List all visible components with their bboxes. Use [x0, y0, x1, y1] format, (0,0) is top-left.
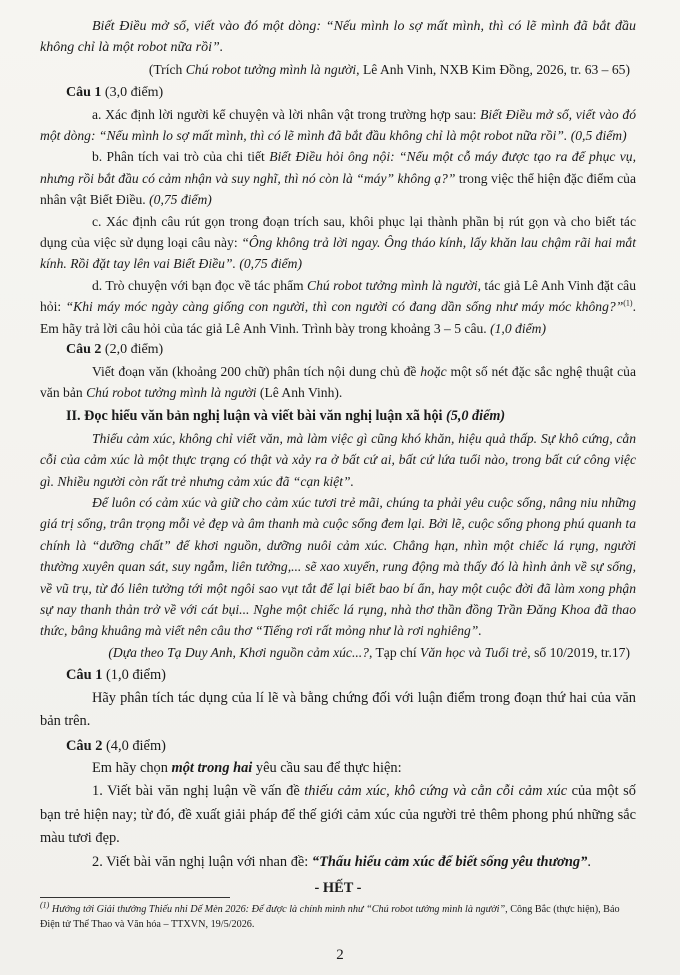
- p1-item-d: [40, 275, 636, 339]
- source-title: Khơi nguồn cảm xúc...?: [239, 644, 369, 660]
- footnote-divider: [40, 897, 230, 898]
- opt2-title: “Thấu hiểu cảm xúc để biết sống yêu thương”: [311, 853, 588, 870]
- item-c-points: (0,75 điểm): [235, 256, 303, 272]
- p2-c1-text: Hãy phân tích tác dụng của lí lẽ và bằng chứng đối với luận điểm trong đoạn thứ hai của văn bản trên.: [40, 689, 636, 729]
- item-b-quote: Biết Điều hỏi ông nội: “Nếu một cỗ máy được tạo ra để phục vụ, nhưng rồi bắt đầu có cảm nhận và suy nghĩ, thì nó còn là “máy” không ạ?”: [40, 149, 636, 186]
- citation-suffix: , Lê Anh Vinh, NXB Kim Đồng, 2026, tr. 63 – 65): [356, 61, 630, 77]
- c2-intro-bold: một trong hai: [171, 760, 253, 776]
- item-d-mid: , tác giả Lê Anh Vinh đặt câu hỏi:: [40, 277, 636, 315]
- intro-quote: Biết Điều mở sổ, viết vào đó một dòng: “Nếu mình lo sợ mất mình, thì có lẽ mình đã bắt đầu không chỉ là một robot nữa rồi”.: [40, 19, 636, 56]
- item-d-suffix: . Em hãy trả lời câu hỏi của tác giả Lê Anh Vinh. Trình bày trong khoảng 3 – 5 câu.: [40, 299, 636, 336]
- p2-option-2: [40, 851, 636, 875]
- c2-prefix: Viết đoạn văn (khoảng 200 chữ) phân tích nội dung chủ đề: [92, 363, 421, 379]
- p1-question1-heading: [40, 82, 636, 103]
- p2-question2-heading: [40, 736, 636, 757]
- p1-c1-points: (3,0 điểm): [101, 85, 164, 101]
- source-mag: Văn học và Tuổi trẻ: [420, 644, 528, 660]
- opt2-prefix: 2. Viết bài văn nghị luận với nhan đề:: [92, 853, 312, 870]
- footnote-rest: , Công Bắc (thực hiện), Báo Điện tử Thể Thao và Văn hóa – TTXVN, 19/5/2026.: [40, 904, 620, 930]
- opt1-prefix: 1. Viết bài văn nghị luận về vấn đề: [92, 783, 305, 799]
- part2-points: (5,0 điểm): [446, 408, 506, 425]
- passage-para2: Để luôn có cảm xúc và giữ cho cảm xúc tươi trẻ mãi, chúng ta phải yêu cuộc sống, nâng niu những giá trị sống, trân trọng mỗi vẻ đẹp và âm thanh mà cuộc sống đem lại. Bởi lẽ, cuộc sống phong phú quanh ta chính là “dưỡng chất” để khơi nguồn, dưỡng nuôi cảm xúc. Chẳng hạn, nhìn một chiếc lá rụng, người thường xuyên quan sát, suy ngẫm, liên tưởng,... sẽ xao xuyến, rung động mà thấy đó là hình ảnh về sự sống, về vũ trụ, từ đó liên tưởng tới một ngôi sao vụt tắt để lại biết bao bí ẩn, hay một cuộc đời đã làm xong phận sự nay thanh thản trở về với cát bụi... Nghe một chiếc lá rụng, nhà thơ thần đồng Trần Đăng Khoa đã thao thức, bâng khuâng mà viết nên câu thơ “Tiếng rơi rất mỏng như là rơi nghiêng”.: [40, 494, 636, 639]
- part2-title: II. Đọc hiểu văn bản nghị luận và viết bài văn nghị luận xã hội: [66, 408, 447, 425]
- source-prefix: (Dựa theo Tạ Duy Anh,: [108, 644, 240, 660]
- p2-c2-points: (4,0 điểm): [102, 737, 166, 754]
- source-mid: , Tạp chí: [368, 644, 421, 660]
- p2-c1-label: Câu 1: [66, 667, 103, 684]
- p1-item-c: [40, 211, 636, 275]
- item-b-prefix: b. Phân tích vai trò của chi tiết: [92, 149, 270, 165]
- item-b-suffix: trong việc thể hiện đặc điểm của nhân vật Biết Điều.: [40, 170, 637, 208]
- c2-intro-suffix: yêu cầu sau để thực hiện:: [252, 760, 402, 776]
- passage-para1: Thiếu cảm xúc, không chỉ viết văn, mà làm việc gì cũng khó khăn, hiệu quả thấp. Sự khô cứng, cằn cỗi của cảm xúc là một thực trạng có thật và xảy ra ở bất cứ ai, bất cứ lứa tuổi nào, trong bất cứ công việc gì. Nhiều người còn rất trẻ nhưng cảm xúc đã “cạn kiệt”.: [40, 430, 636, 489]
- citation-prefix: (Trích: [148, 61, 186, 77]
- opt1-suffix: của một số bạn trẻ hiện nay; từ đó, đề xuất giải pháp để thế giới cảm xúc của người trẻ thêm phong phú những sắc màu tươi đẹp.: [40, 783, 636, 846]
- item-d-quote: “Khi máy móc ngày càng giống con người, thì con người có đang dần sống như máy móc không?”: [65, 299, 624, 315]
- p2-c2-label: Câu 2: [66, 737, 103, 754]
- intro-citation: [40, 59, 636, 80]
- p1-item-b: [40, 146, 636, 210]
- footnote: [40, 902, 636, 932]
- p2-c1-points: (1,0 điểm): [102, 667, 166, 684]
- item-d-points: (1,0 điểm): [486, 320, 546, 336]
- p1-item-a: [40, 104, 636, 147]
- source-suffix: , số 10/2019, tr.17): [527, 644, 630, 660]
- p1-c2-points: (2,0 điểm): [101, 342, 164, 358]
- opt2-suffix: .: [587, 853, 591, 870]
- item-c-prefix: c. Xác định câu rút gọn trong đoạn trích sau, khôi phục lại thành phần bị rút gọn và cho biết tác dụng của việc sử dụng loại câu này:: [40, 213, 636, 251]
- p2-question1-heading: [40, 665, 636, 686]
- item-a-prefix: a. Xác định lời người kể chuyện và lời nhân vật trong trường hợp sau:: [92, 106, 481, 122]
- c2-title: Chú robot tưởng mình là người: [86, 384, 257, 400]
- c2-hoac: hoặc: [420, 363, 447, 379]
- footnote-title: Hướng tới Giải thưởng Thiếu nhi Dế Mèn 2026: Để được là chính mình như “Chú robot tưởng mình là người”: [49, 904, 506, 915]
- p1-c1-label: Câu 1: [66, 85, 102, 101]
- item-d-prefix: d. Trò chuyện với bạn đọc về tác phẩm: [92, 277, 308, 293]
- page-number: 2: [336, 947, 344, 963]
- part2-heading: [40, 406, 636, 427]
- c2-suffix: (Lê Anh Vinh).: [256, 384, 343, 400]
- item-b-points: (0,75 điểm): [145, 192, 212, 208]
- passage-source: [40, 642, 636, 663]
- c2-mid: một số nét đặc sắc nghệ thuật của văn bản: [40, 363, 636, 400]
- item-d-title: Chú robot tưởng mình là người: [307, 277, 478, 293]
- item-c-quote: “Ông không trả lời ngay. Ông tháo kính, lấy khăn lau chậm rãi hai mắt kính. Rồi đặt tay lên vai Biết Điều”.: [40, 235, 636, 272]
- p2-option-1: [40, 780, 636, 851]
- p2-c2-intro: [40, 757, 636, 780]
- c2-intro-prefix: Em hãy chọn: [92, 760, 172, 776]
- footnote-marker: (1): [40, 900, 50, 910]
- p1-c2-label: Câu 2: [66, 342, 102, 358]
- end-mark: - HẾT -: [314, 880, 362, 896]
- p1-c2-text: [40, 361, 636, 404]
- item-a-points: (0,5 điểm): [567, 128, 627, 144]
- opt1-italic: thiếu cảm xúc, khô cứng và cằn cỗi cảm xúc: [304, 783, 568, 799]
- item-a-quote: Biết Điều mở sổ, viết vào đó một dòng: “Nếu mình lo sợ mất mình, thì có lẽ mình đã bắt đầu không chỉ là một robot nữa rồi”.: [40, 106, 636, 144]
- p1-question2-heading: [40, 339, 636, 360]
- citation-title: Chú robot tưởng mình là người: [185, 61, 357, 77]
- footnote-ref: (1): [623, 298, 633, 308]
